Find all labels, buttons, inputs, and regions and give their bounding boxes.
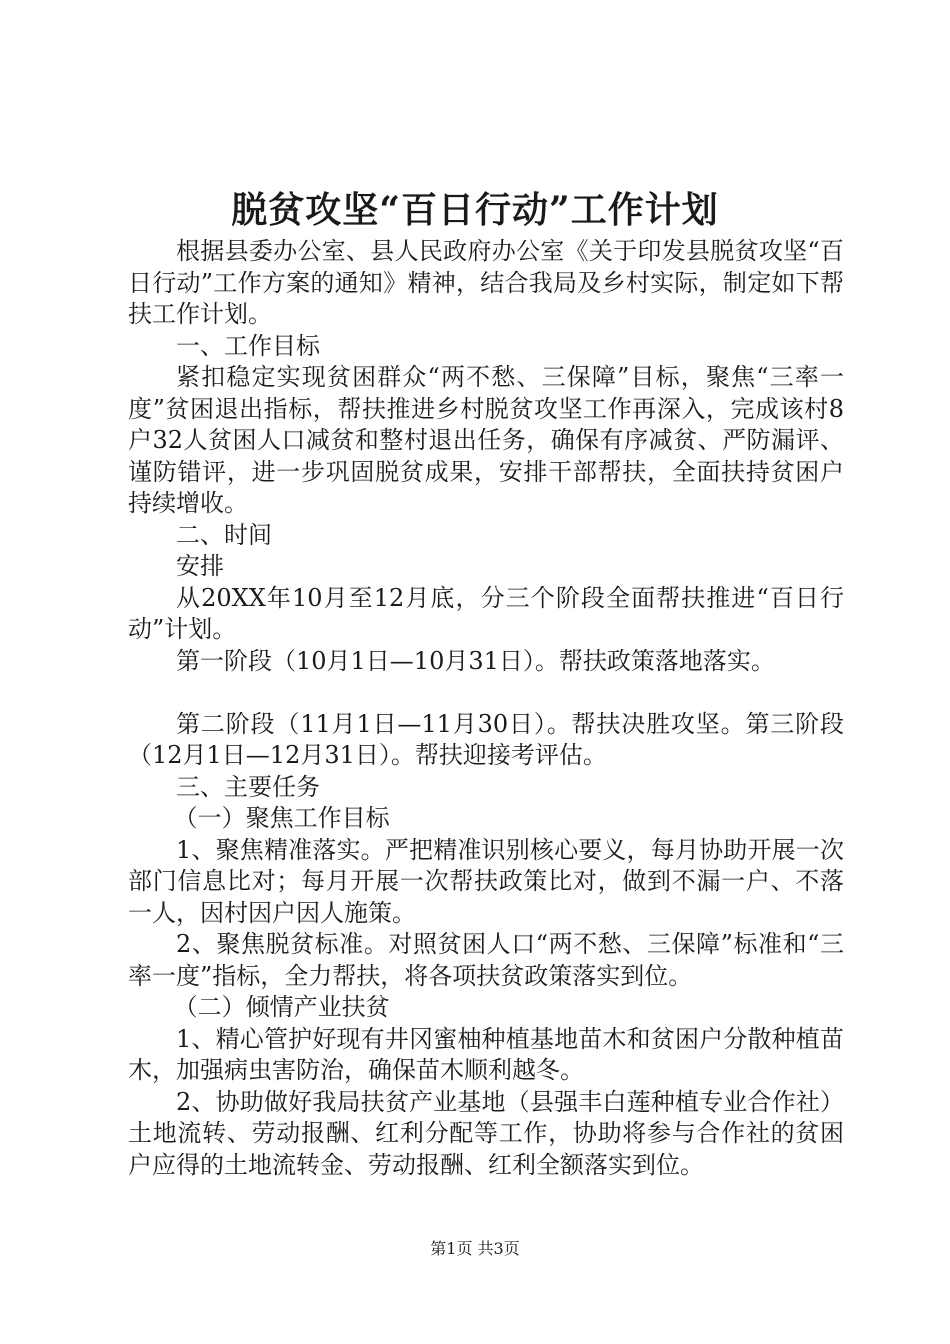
phase-two-three-paragraph: 第二阶段（11月1日—11月30日）。帮扶决胜攻坚。第三阶段（12月1日—12月31日）。帮扶迎接考评估。 xyxy=(128,709,844,769)
section-heading-arrangement: 安排 xyxy=(176,552,224,580)
phase-one-paragraph: 第一阶段（10月1日—10月31日）。帮扶政策落地落实。 xyxy=(176,646,775,675)
subsection-heading-industry: （二）倾情产业扶贫 xyxy=(173,993,390,1021)
subsection-heading-focus: （一）聚焦工作目标 xyxy=(173,804,390,832)
section-heading-time: 二、时间 xyxy=(176,520,272,549)
section-heading-goal: 一、工作目标 xyxy=(176,331,320,360)
focus-item-1: 1、聚焦精准落实。严把精准识别核心要义，每月协助开展一次部门信息比对；每月开展一次帮扶政策比对，做到不漏一户、不落一人，因村因户因人施策。 xyxy=(128,835,844,927)
goal-paragraph: 紧扣稳定实现贫困群众“两不愁、三保障”目标，聚焦“三率一度”贫困退出指标，帮扶推进乡村脱贫攻坚工作再深入，完成该村8户32人贫困人口减贫和整村退出任务，确保有序减贫、严防漏评、谨防错评，进一步巩固脱贫成果，安排干部帮扶，全面扶持贫困户持续增收。 xyxy=(128,363,844,517)
document-title: 脱贫攻坚“百日行动”工作计划 xyxy=(231,189,719,231)
focus-item-2: 2、聚焦脱贫标准。对照贫困人口“两不愁、三保障”标准和“三率一度”指标，全力帮扶，将各项扶贫政策落实到位。 xyxy=(128,930,844,990)
industry-item-2: 2、协助做好我局扶贫产业基地（县强丰白莲种植专业合作社）土地流转、劳动报酬、红利分配等工作，协助将参与合作社的贫困户应得的土地流转金、劳动报酬、红利全额落实到位。 xyxy=(128,1087,844,1179)
document-body xyxy=(128,236,844,1181)
schedule-paragraph: 从20XX年10月至12月底，分三个阶段全面帮扶推进“百日行动”计划。 xyxy=(128,583,844,643)
industry-item-1: 1、精心管护好现有井冈蜜柚种植基地苗木和贫困户分散种植苗木，加强病虫害防治，确保苗木顺利越冬。 xyxy=(128,1024,844,1084)
page-footer: 第1页 共3页 xyxy=(430,1239,520,1258)
section-heading-tasks: 三、主要任务 xyxy=(176,772,320,801)
intro-paragraph: 根据县委办公室、县人民政府办公室《关于印发县脱贫攻坚“百日行动”工作方案的通知》精神，结合我局及乡村实际，制定如下帮扶工作计划。 xyxy=(128,237,844,328)
